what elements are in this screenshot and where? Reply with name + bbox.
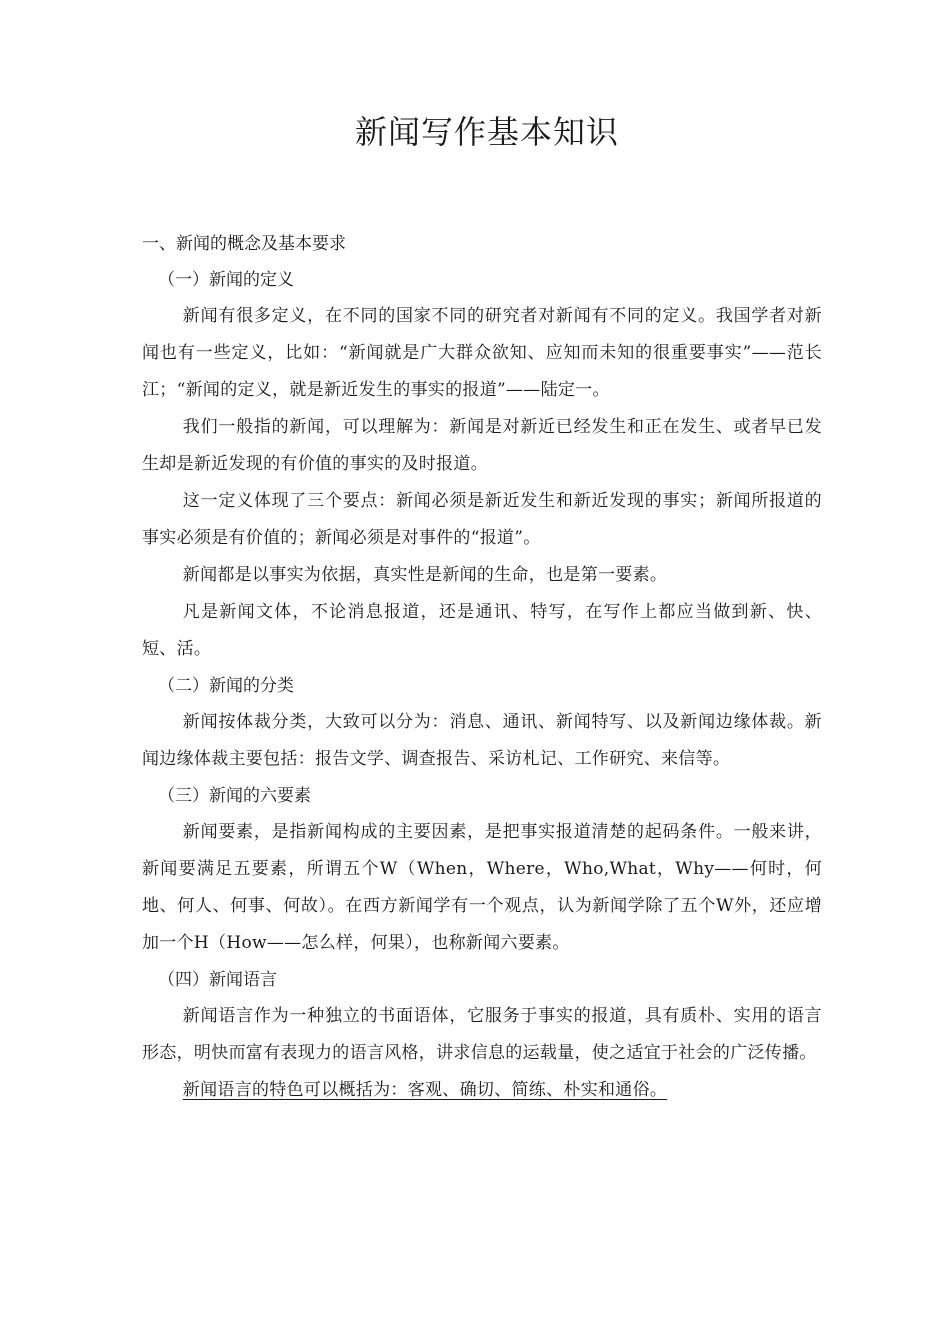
document-title: 新闻写作基本知识	[354, 113, 619, 151]
paragraph: 新闻要素，是指新闻构成的主要因素，是把事实报道清楚的起码条件。一般来讲，新闻要满足五要素，所谓五个W（When，Where，Who,What，Why——何时，何地、何人、何事、何故）。在西方新闻学有一个观点，认为新闻学除了五个W外，还应增加一个H（How——怎么样，何果），也称新闻六要素。	[142, 822, 822, 953]
section-heading: 一、新闻的概念及基本要求	[142, 234, 346, 254]
paragraph: 新闻语言作为一种独立的书面语体，它服务于事实的报道，具有质朴、实用的语言形态，明快而富有表现力的语言风格，讲求信息的运载量，使之适宜于社会的广泛传播。	[142, 1006, 822, 1063]
underlined-paragraph-wrapper	[142, 1072, 822, 1109]
paragraph: 新闻都是以事实为依据，真实性是新闻的生命，也是第一要素。	[182, 565, 668, 585]
subsection-heading-classification: （二）新闻的分类	[158, 676, 294, 696]
subsection-heading-six-elements: （三）新闻的六要素	[158, 786, 311, 806]
subsection-heading-language: （四）新闻语言	[158, 970, 277, 990]
paragraph: 凡是新闻文体，不论消息报道，还是通讯、特写，在写作上都应当做到新、快、短、活。	[142, 602, 822, 659]
subsection-heading-definition: （一）新闻的定义	[158, 270, 294, 290]
paragraph: 我们一般指的新闻，可以理解为：新闻是对新近已经发生和正在发生、或者早已发生却是新近发现的有价值的事实的及时报道。	[142, 417, 822, 474]
paragraph: 新闻有很多定义，在不同的国家不同的研究者对新闻有不同的定义。我国学者对新闻也有一些定义，比如：“新闻就是广大群众欲知、应知而未知的很重要事实”——范长江；“新闻的定义，就是新近发生的事实的报道”——陆定一。	[142, 306, 822, 400]
underlined-paragraph: 新闻语言的特色可以概括为：客观、确切、简练、朴实和通俗。	[182, 1080, 668, 1100]
paragraph: 新闻按体裁分类，大致可以分为：消息、通讯、新闻特写、以及新闻边缘体裁。新闻边缘体裁主要包括：报告文学、调查报告、采访札记、工作研究、来信等。	[142, 712, 822, 769]
paragraph: 这一定义体现了三个要点：新闻必须是新近发生和新近发现的事实；新闻所报道的事实必须是有价值的；新闻必须是对事件的“报道”。	[142, 491, 822, 548]
